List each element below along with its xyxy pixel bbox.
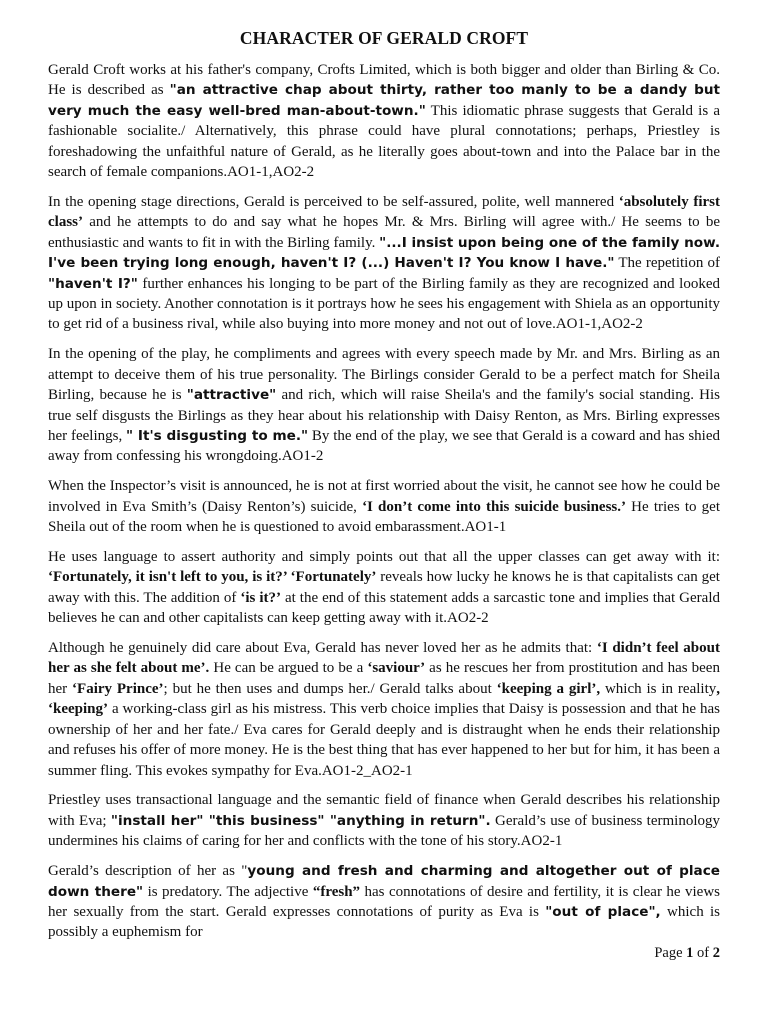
quote: ‘Fairy Prince’ xyxy=(72,680,164,697)
text: has connotations of desire and fertility, it is clear he views her sexually from the start. Gerald expresses connotations of purity as Eva is xyxy=(48,883,720,920)
paragraph-7 xyxy=(48,790,720,851)
text: He uses language to assert authority and simply points out that all the upper classes can get away with it: xyxy=(48,548,720,565)
quote: "out of place", xyxy=(545,903,661,920)
quote: “fresh” xyxy=(312,883,361,900)
quote: ‘keeping a girl’, xyxy=(496,680,601,697)
text: By the end of the play, we see that Gerald is a coward and has shied away from confessing his wrongdoing.AO1-2 xyxy=(48,427,721,465)
paragraph-1 xyxy=(48,60,720,182)
text: This idiomatic phrase suggests that Gerald is a fashionable socialite./ Alternatively, this phrase could have plural connotations; perhaps, Priestley is foreshadowing the unfaithful nature of Gerald, as he literally goes about-town and into the Palace bar in the search of female companions.AO1-1,AO2-2 xyxy=(48,102,720,181)
paragraph-3 xyxy=(48,344,720,466)
paragraph-8 xyxy=(48,861,720,943)
quote: ‘Fortunately, it isn't left to you, is it?’ ‘Fortunately’ xyxy=(48,569,377,586)
page-title: CHARACTER OF GERALD CROFT xyxy=(239,28,529,48)
text: at the end of this statement adds a sarcastic tone and implies that Gerald believes he can and other capitalists can keep getting away with it.AO2-2 xyxy=(48,589,720,627)
text: Priestley uses transactional language and the semantic field of finance when Gerald describes his relationship with Eva; xyxy=(48,792,720,829)
paragraph-2 xyxy=(48,192,720,335)
quote: ‘absolutely first class’ xyxy=(48,193,720,231)
paragraph-6 xyxy=(48,638,720,781)
quote: ‘saviour’ xyxy=(367,660,426,677)
paragraph-5 xyxy=(48,547,720,629)
quote: "attractive" xyxy=(186,387,277,404)
total-pages: 2 xyxy=(712,945,720,961)
quote: "...I insist upon being one of the family now. I've been trying long enough, haven't I? (...) Haven't I? You know I have." xyxy=(48,234,720,272)
text: Although he genuinely did care about Eva, Gerald has never loved her as he admits that: xyxy=(48,640,597,657)
text: He tries to get Sheila out of the room when he is questioned to avoid embarassment.AO1-1 xyxy=(48,498,720,536)
quote: " It's disgusting to me." xyxy=(126,427,309,444)
quote: ‘I didn’t feel about her as she felt about me’. xyxy=(48,640,720,677)
text: which is possibly a euphemism for xyxy=(48,903,720,941)
quote: "haven't I?" xyxy=(48,275,138,292)
paragraph-4 xyxy=(48,476,720,537)
text: and rich, which will raise Sheila's and the family's social standing. His true self disgusts the Birlings as they hear about his relationship with Daisy Renton, as Mrs. Birling expresses her feelings, xyxy=(48,387,720,444)
text: The repetition of xyxy=(614,255,720,272)
text: and he attempts to do and say what he hopes Mr. & Mrs. Birling will agree with./ He seems to be enthusiastic and wants to fit in with the Birling family. xyxy=(48,214,720,251)
text: further enhances his longing to be part of the Birling family as they are recognized and looked up upon in society. Another connotation is it portrays how he sees his engagement with Shiela as an opportunity to get rid of a business rival, while also buying into more money and not out of love.AO1-1,AO2-2 xyxy=(48,275,720,333)
text: Gerald’s description of her as " xyxy=(48,863,248,880)
text: which is in reality xyxy=(600,680,717,697)
quote: ‘is it?’ xyxy=(240,589,282,606)
quote: "an attractive chap about thirty, rather too manly to be a dandy but very much the easy well-bred man-about-town." xyxy=(48,82,720,119)
quote: young and fresh and charming and altogether out of place down there" xyxy=(48,863,721,900)
quote: , ‘keeping’ xyxy=(48,680,720,718)
text: is predatory. The adjective xyxy=(143,883,313,900)
text: Gerald Croft works at his father's company, Crofts Limited, which is both bigger and older than Birling & Co. He is described as xyxy=(48,62,720,99)
quote: "install her" "this business" "anything in return". xyxy=(110,812,491,829)
page-label: Page xyxy=(654,945,687,961)
text: He can be argued to be a xyxy=(209,660,368,677)
text: a working-class girl as his mistress. This verb choice implies that Daisy is possession and that he has ownership of her and her fate./ Eva cares for Gerald deeply and is distraught when he ends their relationship and refuses his offer of more money. He is the best thing that has ever happened to her but for him, it has been a summer fling. This evokes sympathy for Eva.AO1-2_AO2-1 xyxy=(48,701,720,779)
text: In the opening of the play, he compliments and agrees with every speech made by Mr. and Mrs. Birling as an attempt to deceive them of his true personality. The Birlings consider Gerald to be a perfect match for Sheila Birling, because he is xyxy=(48,346,720,404)
quote: ‘I don’t come into this suicide business.’ xyxy=(362,498,627,515)
text: as he rescues her from prostitution and has been her xyxy=(48,660,720,697)
text: reveals how lucky he knows he is that capitalists can get away with this. The addition of xyxy=(48,569,720,606)
text: When the Inspector’s visit is announced, he is not at first worried about the visit, he cannot see how he could be involved in Eva Smith’s (Daisy Renton’s) suicide, xyxy=(48,478,720,515)
text: In the opening stage directions, Gerald is perceived to be self-assured, polite, well mannered xyxy=(48,193,619,210)
of-label: of xyxy=(693,945,713,961)
page-number xyxy=(654,944,720,962)
text: ; but he then uses and dumps her./ Gerald talks about xyxy=(163,680,497,697)
current-page: 1 xyxy=(686,945,694,961)
text: Gerald’s use of business terminology undermines his claims of caring for her and conflicts with the tone of his story.AO2-1 xyxy=(48,812,721,850)
